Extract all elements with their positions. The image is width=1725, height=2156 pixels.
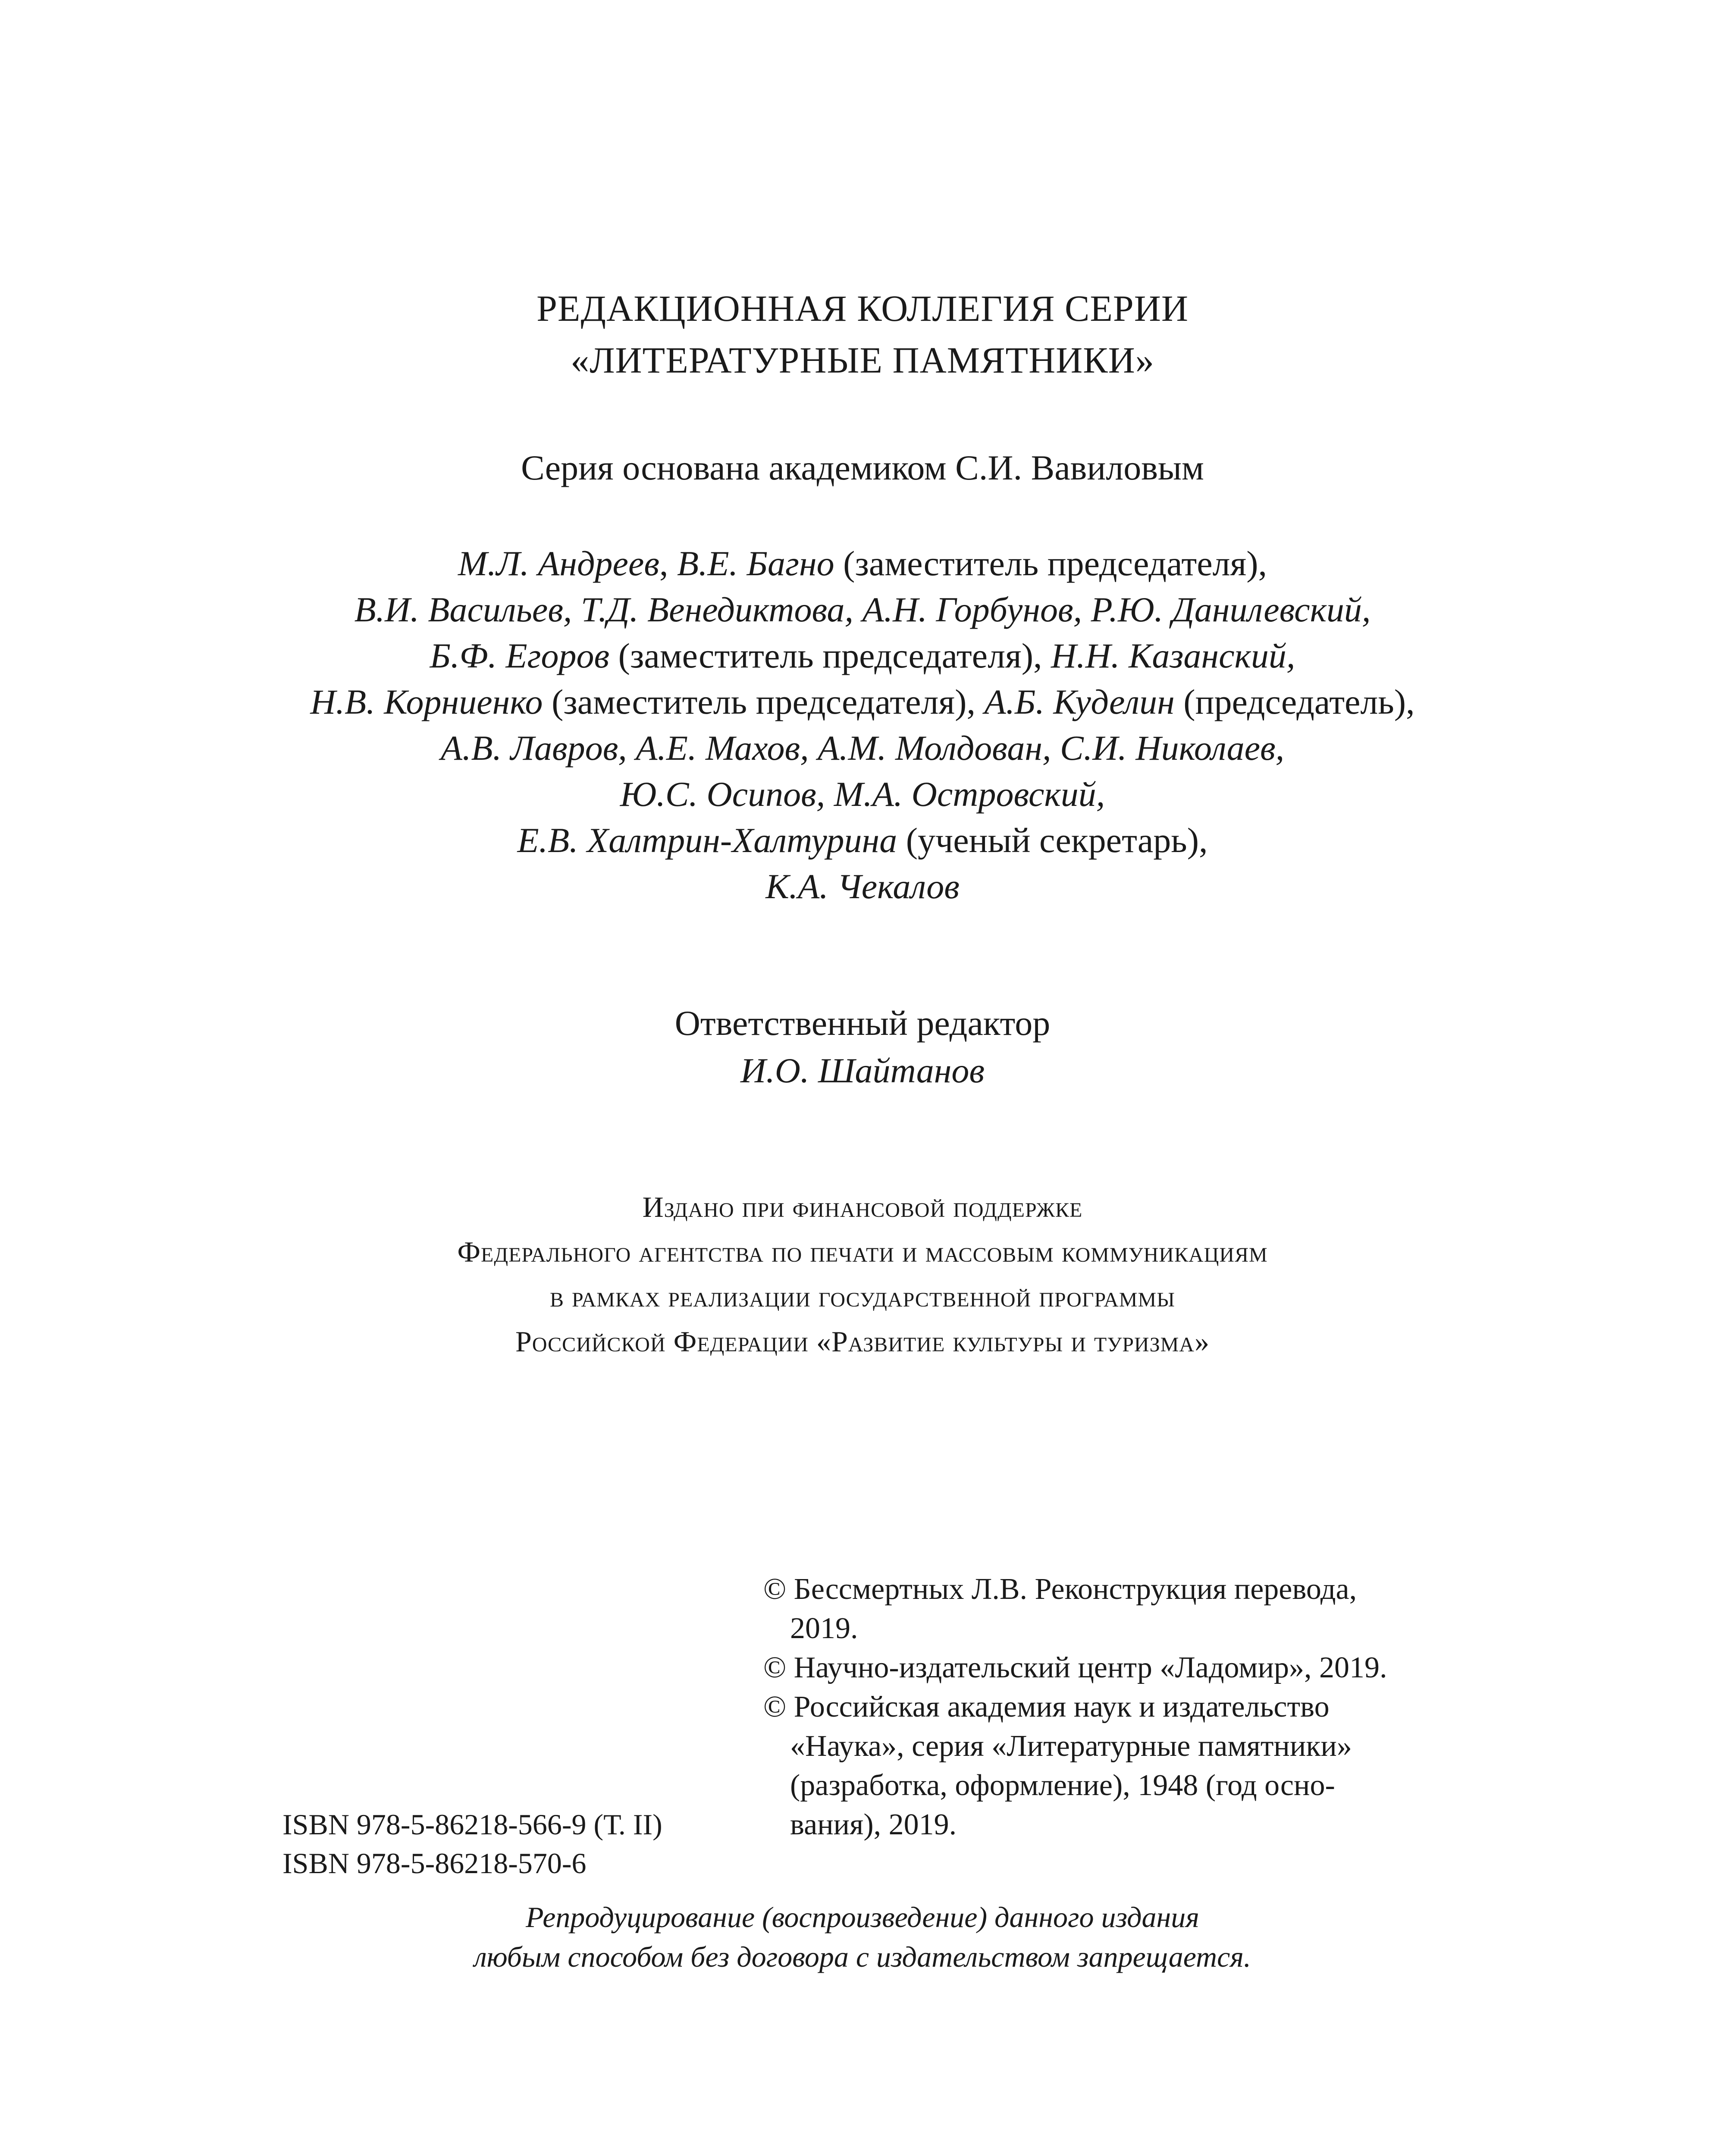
title-line-1: РЕДАКЦИОННАЯ КОЛЛЕГИЯ СЕРИИ bbox=[536, 288, 1189, 329]
board-line-3 bbox=[0, 633, 1725, 679]
board-role: (заместитель председателя), bbox=[543, 682, 985, 721]
copyright-1-line-2: 2019. bbox=[790, 1612, 858, 1645]
series-founded-note: Серия основана академиком С.И. Вавиловым bbox=[521, 448, 1204, 487]
board-line-4 bbox=[0, 679, 1725, 725]
board-member: А.В. Лавров, А.Е. Махов, А.М. Молдован, С.И. Николаев, bbox=[440, 728, 1285, 768]
support-line-3: в рамках реализации государственной программы bbox=[550, 1280, 1175, 1313]
board-member: Ю.С. Осипов, М.А. Островский, bbox=[620, 774, 1105, 814]
board-member: Н.Н. Казанский, bbox=[1051, 636, 1295, 675]
board-member: Е.В. Халтрин-Халтурина bbox=[517, 821, 897, 860]
board-member: В.И. Васильев, Т.Д. Венедиктова, А.Н. Горбунов, Р.Ю. Данилевский, bbox=[354, 590, 1371, 629]
isbn-block bbox=[282, 1805, 662, 1883]
board-line-8 bbox=[0, 863, 1725, 909]
reproduction-notice bbox=[0, 1897, 1725, 1977]
notice-line-1: Репродуцирование (воспроизведение) данного издания bbox=[526, 1901, 1199, 1934]
board-separator: , bbox=[659, 544, 677, 583]
support-line-1: Издано при финансовой поддержке bbox=[642, 1191, 1083, 1223]
editor-name: И.О. Шайтанов bbox=[740, 1051, 985, 1090]
board-line-7 bbox=[0, 817, 1725, 863]
board-member: А.Б. Куделин bbox=[984, 682, 1175, 721]
copyright-3-line-1: © Российская академия наук и издательство bbox=[763, 1690, 1330, 1724]
series-board-title bbox=[0, 282, 1725, 386]
board-member: К.А. Чекалов bbox=[765, 867, 960, 906]
board-role: (заместитель председателя), bbox=[609, 636, 1051, 675]
notice-line-2: любым способом без договора с издательством запрещается. bbox=[474, 1940, 1251, 1973]
board-member: М.Л. Андреев bbox=[458, 544, 659, 583]
board-line-1 bbox=[0, 540, 1725, 586]
isbn-set: ISBN 978-5-86218-570-6 bbox=[282, 1847, 586, 1880]
editor-role: Ответственный редактор bbox=[674, 1003, 1051, 1043]
copyright-1-line-1: © Бессмертных Л.В. Реконструкция перевода, bbox=[763, 1573, 1357, 1606]
isbn-volume: ISBN 978-5-86218-566-9 (Т. II) bbox=[282, 1808, 662, 1841]
editorial-board-list bbox=[0, 540, 1725, 909]
copyright-block bbox=[763, 1570, 1475, 1844]
copyright-3-line-3: (разработка, оформление), 1948 (год осно- bbox=[790, 1769, 1335, 1802]
financial-support-note bbox=[0, 1185, 1725, 1364]
board-member: Б.Ф. Егоров bbox=[430, 636, 610, 675]
board-line-5 bbox=[0, 725, 1725, 771]
responsible-editor bbox=[0, 1000, 1725, 1094]
copyright-2-line-1: © Научно-издательский центр «Ладомир», 2019. bbox=[763, 1651, 1387, 1684]
board-member: Н.В. Корниенко bbox=[310, 682, 543, 721]
board-role: (заместитель председателя), bbox=[834, 544, 1267, 583]
title-line-2: «ЛИТЕРАТУРНЫЕ ПАМЯТНИКИ» bbox=[571, 339, 1154, 381]
support-line-2: Федерального агентства по печати и массовым коммуникациям bbox=[457, 1235, 1268, 1268]
board-member: В.Е. Багно bbox=[677, 544, 834, 583]
copyright-3-line-4: вания), 2019. bbox=[790, 1808, 957, 1841]
board-line-6 bbox=[0, 771, 1725, 817]
board-role: (председатель), bbox=[1174, 682, 1415, 721]
board-role: (ученый секретарь), bbox=[897, 821, 1208, 860]
copyright-3-line-2: «Наука», серия «Литературные памятники» bbox=[790, 1730, 1352, 1763]
support-line-4: Российской Федерации «Развитие культуры и туризма» bbox=[515, 1325, 1210, 1358]
board-line-2 bbox=[0, 586, 1725, 633]
